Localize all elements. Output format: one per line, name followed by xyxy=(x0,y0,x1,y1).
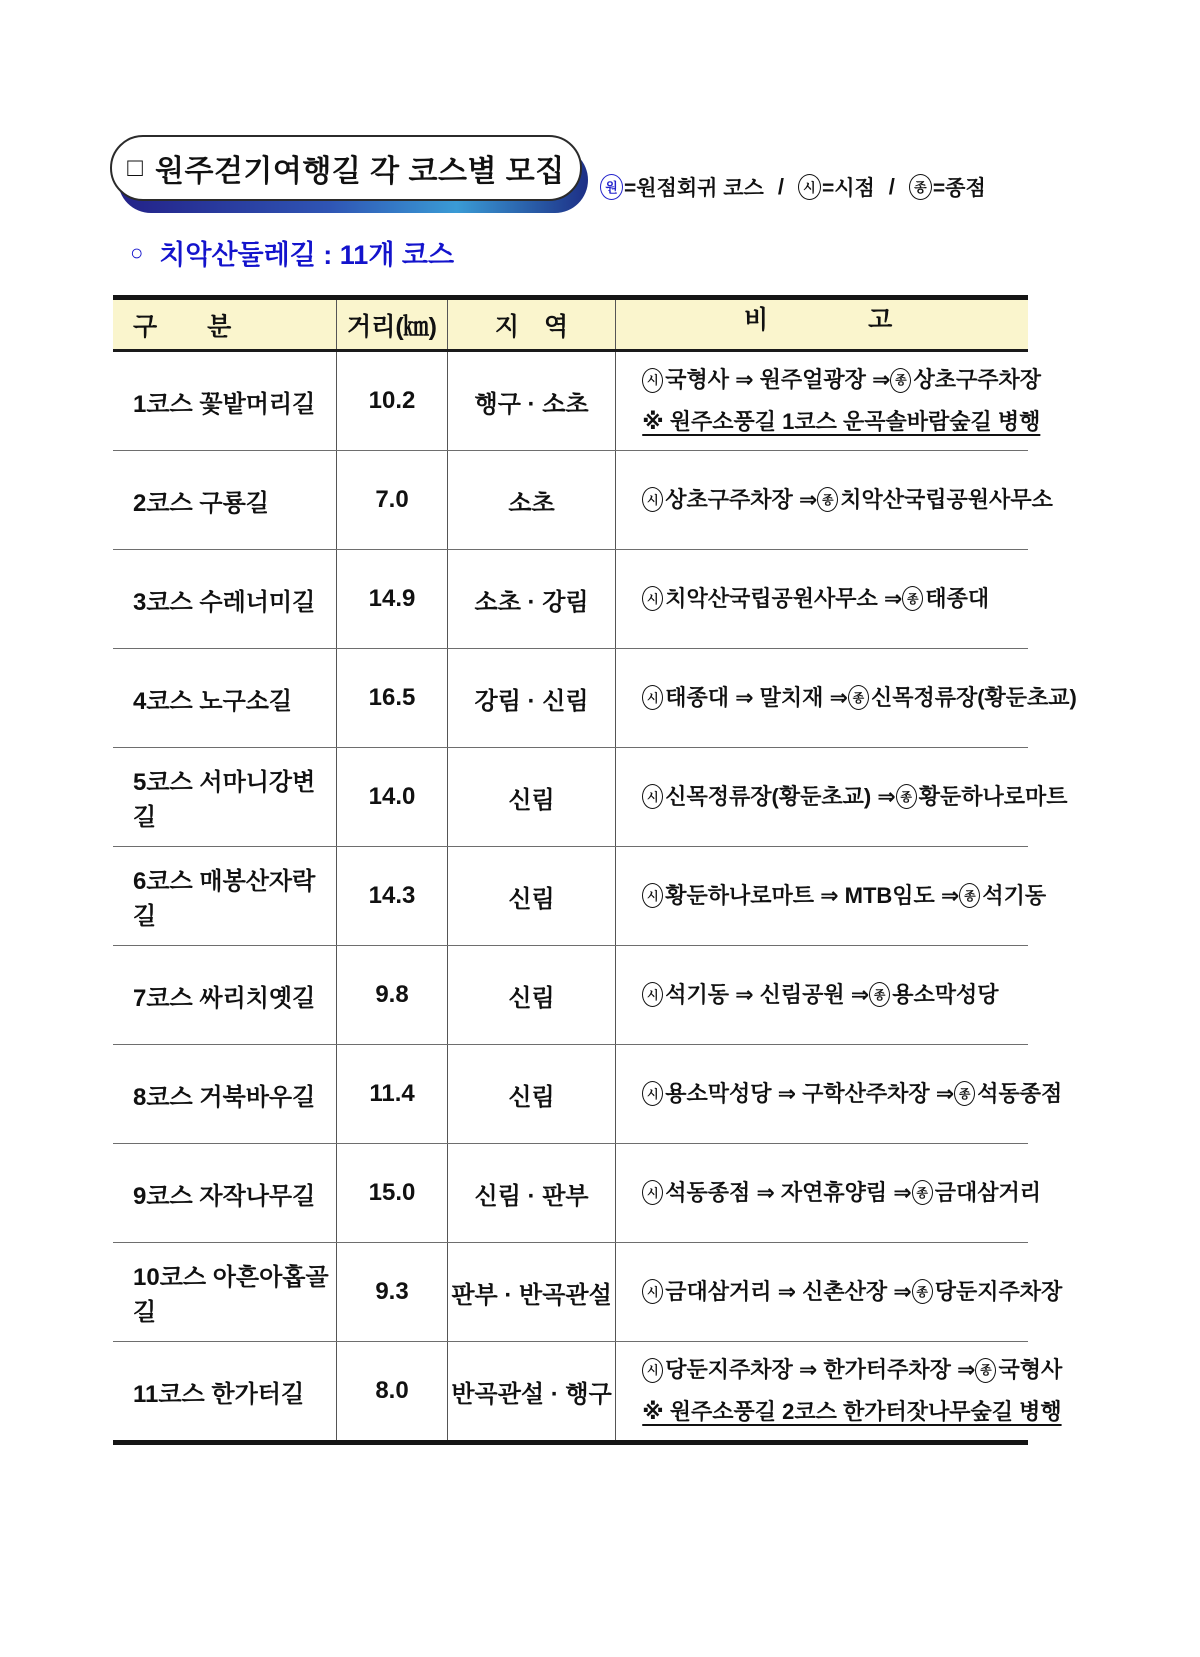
region-cell: 신림 · 판부 xyxy=(448,1144,616,1242)
subtitle-text: 치악산둘레길 : 11개 코스 xyxy=(159,240,455,270)
header-distance: 거리(㎞) xyxy=(337,300,448,349)
legend-item xyxy=(600,172,764,202)
note-line xyxy=(642,1073,1062,1115)
header-category: 구 분 xyxy=(113,300,337,349)
note-line xyxy=(642,677,1077,719)
circled-marker-icon: 종 xyxy=(848,685,869,710)
legend-item xyxy=(798,172,875,202)
circled-marker-icon: 종 xyxy=(890,368,911,393)
circled-marker-icon: 종 xyxy=(902,586,923,611)
legend-label: =시점 xyxy=(821,177,875,200)
note-line xyxy=(642,875,1046,917)
region-cell: 행구 · 소초 xyxy=(448,352,616,450)
circled-marker-icon: 시 xyxy=(642,487,663,512)
circled-marker-icon: 종 xyxy=(954,1081,975,1106)
note-text: 용소막성당 ⇒ 구학산주차장 ⇒ xyxy=(665,1081,955,1107)
title-box xyxy=(110,135,582,201)
region-cell: 판부 · 반곡관설 xyxy=(448,1243,616,1341)
circled-marker-icon: 시 xyxy=(642,883,663,908)
distance-cell: 9.8 xyxy=(337,946,448,1044)
course-cell: 5코스 서마니강변길 xyxy=(113,748,337,846)
course-cell: 3코스 수레너미길 xyxy=(113,550,337,648)
note-line xyxy=(642,776,1067,818)
region-cell: 신림 xyxy=(448,748,616,846)
circled-marker-icon: 시 xyxy=(642,1358,663,1383)
note-text: 황둔하나로마트 ⇒ MTB임도 ⇒ xyxy=(665,883,960,909)
note-cell xyxy=(616,451,1053,549)
circled-marker-icon: 종 xyxy=(975,1358,996,1383)
table-body xyxy=(113,352,1077,1440)
note-text: 태종대 ⇒ 말치재 ⇒ xyxy=(665,685,848,711)
note-text: ※ 원주소풍길 2코스 한가터잣나무숲길 병행 xyxy=(642,1399,1062,1424)
note-text: 석기동 ⇒ 신림공원 ⇒ xyxy=(665,982,870,1008)
table-row xyxy=(113,945,1028,1044)
legend-item xyxy=(909,172,986,202)
course-cell: 9코스 자작나무길 xyxy=(113,1144,337,1242)
note-text: 용소막성당 xyxy=(892,982,999,1008)
legend-label: =종점 xyxy=(932,177,986,200)
note-text: 국형사 ⇒ 원주얼광장 ⇒ xyxy=(665,367,891,393)
legend-separator: / xyxy=(888,174,895,199)
distance-cell: 7.0 xyxy=(337,451,448,549)
note-line xyxy=(642,479,1053,521)
circled-marker-icon: 시 xyxy=(642,1279,663,1304)
note-text: 국형사 xyxy=(998,1357,1063,1383)
note-line xyxy=(642,1391,1061,1433)
note-text: 치악산국립공원사무소 ⇒ xyxy=(665,586,903,612)
note-line xyxy=(642,974,998,1016)
course-cell: 10코스 아흔아홉골길 xyxy=(113,1243,337,1341)
region-cell: 신림 xyxy=(448,1045,616,1143)
course-cell: 2코스 구룡길 xyxy=(113,451,337,549)
note-cell xyxy=(616,1243,1063,1341)
note-text: 금대삼거리 xyxy=(934,1180,1041,1206)
table-row xyxy=(113,1044,1063,1143)
distance-cell: 14.3 xyxy=(337,847,448,945)
table-row xyxy=(113,1143,1041,1242)
note-cell xyxy=(616,550,1028,648)
legend xyxy=(600,172,986,202)
circled-marker-icon: 시 xyxy=(642,784,663,809)
table-row xyxy=(113,352,1041,450)
note-text: 당둔지주차장 ⇒ 한가터주차장 ⇒ xyxy=(665,1357,976,1383)
distance-cell: 15.0 xyxy=(337,1144,448,1242)
note-line xyxy=(642,359,1041,401)
distance-cell: 8.0 xyxy=(337,1342,448,1440)
circled-si-icon: 시 xyxy=(798,174,821,200)
table-row xyxy=(113,846,1047,945)
note-text: 태종대 xyxy=(925,586,990,612)
course-cell: 8코스 거북바우길 xyxy=(113,1045,337,1143)
course-cell: 6코스 매봉산자락길 xyxy=(113,847,337,945)
note-text: 치악산국립공원사무소 xyxy=(840,487,1053,513)
circled-marker-icon: 시 xyxy=(642,368,663,393)
region-cell: 소초 · 강림 xyxy=(448,550,616,648)
note-text: 금대삼거리 ⇒ 신촌산장 ⇒ xyxy=(665,1279,912,1305)
region-cell: 반곡관설 · 행구 xyxy=(448,1342,616,1440)
legend-label: =원점회귀 코스 xyxy=(624,177,764,200)
note-text: 석동종점 xyxy=(977,1081,1063,1107)
distance-cell: 11.4 xyxy=(337,1045,448,1143)
note-text: 당둔지주차장 xyxy=(934,1279,1063,1305)
table-row xyxy=(113,450,1053,549)
distance-cell: 16.5 xyxy=(337,649,448,747)
title-banner xyxy=(110,135,582,201)
page-title: 원주걷기여행길 각 코스별 모집 xyxy=(154,155,565,188)
table-row xyxy=(113,549,1028,648)
note-line xyxy=(642,1349,1062,1391)
region-cell: 신림 xyxy=(448,847,616,945)
square-bullet-icon: □ xyxy=(127,152,143,182)
circled-marker-icon: 종 xyxy=(869,982,890,1007)
course-cell: 1코스 꽃밭머리길 xyxy=(113,352,337,450)
circled-marker-icon: 종 xyxy=(912,1180,933,1205)
circled-marker-icon: 시 xyxy=(642,1180,663,1205)
course-cell: 4코스 노구소길 xyxy=(113,649,337,747)
distance-cell: 10.2 xyxy=(337,352,448,450)
note-text: 황둔하나로마트 xyxy=(918,784,1068,810)
note-cell xyxy=(616,946,1028,1044)
note-cell xyxy=(616,847,1047,945)
header-region: 지 역 xyxy=(448,300,616,349)
note-text: ※ 원주소풍길 1코스 운곡솔바람숲길 병행 xyxy=(642,409,1041,434)
note-text: 신목정류장(황둔초교) ⇒ xyxy=(665,784,896,810)
table-row xyxy=(113,1242,1063,1341)
note-line xyxy=(642,1271,1062,1313)
circled-marker-icon: 종 xyxy=(912,1279,933,1304)
circled-marker-icon: 시 xyxy=(642,982,663,1007)
note-cell xyxy=(616,1342,1063,1440)
circled-marker-icon: 종 xyxy=(817,487,838,512)
note-cell xyxy=(616,748,1068,846)
note-text: 신목정류장(황둔초교) xyxy=(870,685,1077,711)
course-cell: 11코스 한가터길 xyxy=(113,1342,337,1440)
distance-cell: 9.3 xyxy=(337,1243,448,1341)
table-header-row xyxy=(113,300,1028,352)
header-note: 비 고 xyxy=(743,306,893,334)
circled-marker-icon: 종 xyxy=(896,784,917,809)
distance-cell: 14.9 xyxy=(337,550,448,648)
region-cell: 소초 xyxy=(448,451,616,549)
region-cell: 강림 · 신림 xyxy=(448,649,616,747)
note-cell xyxy=(616,649,1077,747)
circled-marker-icon: 시 xyxy=(642,1081,663,1106)
table-row xyxy=(113,1341,1063,1440)
course-table xyxy=(113,295,1077,1445)
circle-bullet-icon: ○ xyxy=(130,239,144,265)
note-cell xyxy=(616,1144,1041,1242)
circled-marker-icon: 시 xyxy=(642,685,663,710)
note-line xyxy=(642,401,1040,443)
note-text: 상초구주차장 xyxy=(913,367,1041,393)
table-row xyxy=(113,747,1068,846)
table-row xyxy=(113,648,1077,747)
note-line xyxy=(642,578,989,620)
circled-won-icon: 원 xyxy=(600,174,623,200)
note-cell xyxy=(616,352,1041,450)
region-cell: 신림 xyxy=(448,946,616,1044)
distance-cell: 14.0 xyxy=(337,748,448,846)
circled-marker-icon: 시 xyxy=(642,586,663,611)
course-cell: 7코스 싸리치옛길 xyxy=(113,946,337,1044)
circled-jong-icon: 종 xyxy=(909,174,932,200)
section-subtitle xyxy=(130,233,454,272)
legend-separator: / xyxy=(777,174,784,199)
circled-marker-icon: 종 xyxy=(959,883,980,908)
note-text: 석기동 xyxy=(982,883,1047,909)
note-text: 석동종점 ⇒ 자연휴양림 ⇒ xyxy=(665,1180,912,1206)
note-text: 상초구주차장 ⇒ xyxy=(665,487,818,513)
note-line xyxy=(642,1172,1041,1214)
note-cell xyxy=(616,1045,1063,1143)
